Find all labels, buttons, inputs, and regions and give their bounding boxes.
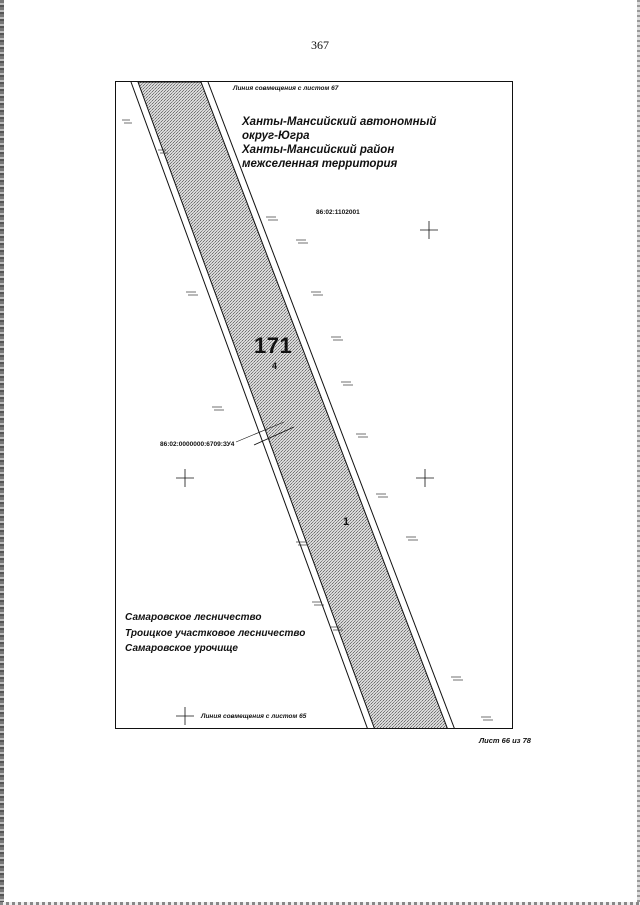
sheet-caption: Лист 66 из 78 xyxy=(479,736,531,745)
region-line: округ-Югра xyxy=(242,130,310,142)
cadastral-block-label: 86:02:1102001 xyxy=(316,209,360,216)
forestry-label xyxy=(125,610,305,657)
region-line: межселенная территория xyxy=(242,158,398,170)
match-line-top-label: Линия совмещения с листом 67 xyxy=(233,85,339,92)
grid-cross xyxy=(176,707,194,725)
quarter-sub-label: 4 xyxy=(272,361,278,371)
region-line: Ханты-Мансийский автономный xyxy=(242,116,437,128)
page-number: 367 xyxy=(311,38,329,52)
forestry-line: Самаровское урочище xyxy=(125,643,238,654)
region-line: Ханты-Мансийский район xyxy=(242,144,395,156)
forestry-line: Самаровское лесничество xyxy=(125,612,262,623)
grid-cross xyxy=(176,469,194,487)
scan-edge-left xyxy=(0,0,4,905)
grid-cross xyxy=(416,469,434,487)
map-frame xyxy=(115,81,513,729)
cadastral-plot-label: 86:02:0000000:6709:ЗУ4 xyxy=(160,441,235,448)
match-line-bottom-label: Линия совмещения с листом 65 xyxy=(201,713,307,720)
forestry-line: Троицкое участковое лесничество xyxy=(125,627,306,639)
quarter-number-label: 171 xyxy=(254,333,293,358)
region-label xyxy=(242,115,436,171)
plot-number-label: 1 xyxy=(343,516,350,528)
grid-cross xyxy=(420,221,438,239)
